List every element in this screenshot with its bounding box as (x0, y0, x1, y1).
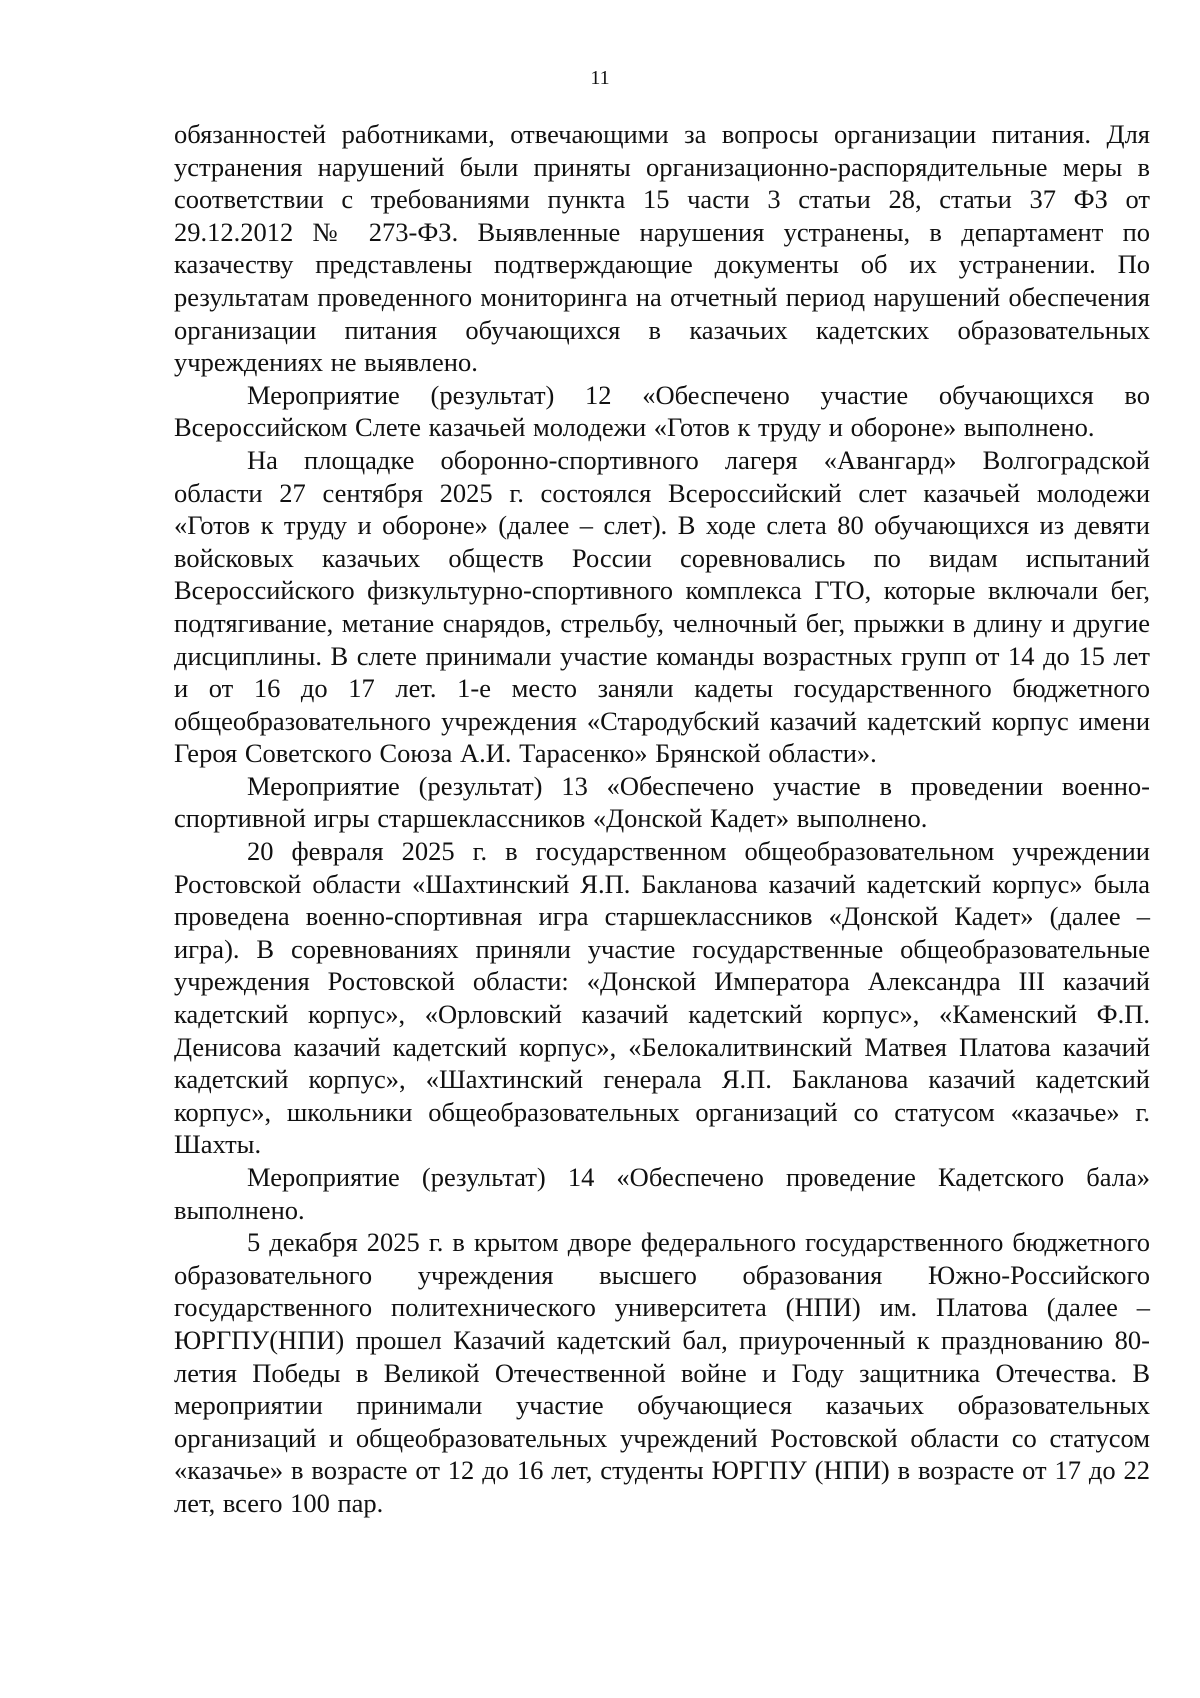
paragraph-event-14-heading: Мероприятие (результат) 14 «Обеспечено проведение Кадетского бала» выполнено. (174, 1162, 1150, 1225)
paragraph-catering-violations: обязанностей работниками, отвечающими за вопросы организации питания. Для устранения нарушений были приняты организационно-распорядительные меры в соответствии с требованиями пункта 15 части 3 статьи 28, статьи 37 ФЗ от 29.12.2012 № 273-ФЗ. Выявленные нарушения устранены, в департамент по казачеству представлены подтверждающие документы об их устранении. По результатам проведенного мониторинга на отчетный период нарушений обеспечения организации питания обучающихся в казачьих кадетских образовательных учреждениях не выявлено. (174, 119, 1150, 378)
paragraph-event-12-details: На площадке оборонно-спортивного лагеря «Авангард» Волгоградской области 27 сентября 2025 г. состоялся Всероссийский слет казачьей молодежи «Готов к труду и обороне» (далее – слет). В ходе слета 80 обучающихся из девяти войсковых казачьих обществ России соревновались по видам испытаний Всероссийского физкультурно-спортивного комплекса ГТО, которые включали бег, подтягивание, метание снарядов, стрельбу, челночный бег, прыжки в длину и другие дисциплины. В слете принимали участие команды возрастных групп от 14 до 15 лет и от 16 до 17 лет. 1-е место заняли кадеты государственного бюджетного общеобразовательного учреждения «Стародубский казачий кадетский корпус имени Героя Советского Союза А.И. Тарасенко» Брянской области». (174, 444, 1150, 769)
document-body (174, 118, 1150, 1520)
paragraph-event-14-details: 5 декабря 2025 г. в крытом дворе федерального государственного бюджетного образовательного учреждения высшего образования Южно-Российского государственного политехнического университета (НПИ) им. Платова (далее – ЮРГПУ(НПИ) прошел Казачий кадетский бал, приуроченный к празднованию 80-летия Победы в Великой Отечественной войне и Году защитника Отечества. В мероприятии принимали участие обучающиеся казачьих образовательных организаций и общеобразовательных учреждений Ростовской области со статусом «казачье» в возрасте от 12 до 16 лет, студенты ЮРГПУ (НПИ) в возрасте от 17 до 22 лет, всего 100 пар. (174, 1227, 1150, 1518)
paragraph-event-13-heading: Мероприятие (результат) 13 «Обеспечено участие в проведении военно-спортивной игры старшеклассников «Донской Кадет» выполнено. (174, 770, 1150, 834)
page-number: 11 (590, 67, 610, 89)
paragraph-event-13-details: 20 февраля 2025 г. в государственном общеобразовательном учреждении Ростовской области «Шахтинский Я.П. Бакланова казачий кадетский корпус» была проведена военно-спортивная игра старшеклассников «Донской Кадет» (далее – игра). В соревнованиях приняли участие государственные общеобразовательные учреждения Ростовской области: «Донской Императора Александра III казачий кадетский корпус», «Орловский казачий кадетский корпус», «Каменский Ф.П. Денисова казачий кадетский корпус», «Белокалитвинский Матвея Платова казачий кадетский корпус», «Шахтинский генерала Я.П. Бакланова казачий кадетский корпус», школьники общеобразовательных организаций со статусом «казачье» г. Шахты. (174, 836, 1150, 1160)
paragraph-event-12-heading: Мероприятие (результат) 12 «Обеспечено участие обучающихся во Всероссийском Слете казачьей молодежи «Готов к труду и обороне» выполнено. (174, 379, 1150, 443)
